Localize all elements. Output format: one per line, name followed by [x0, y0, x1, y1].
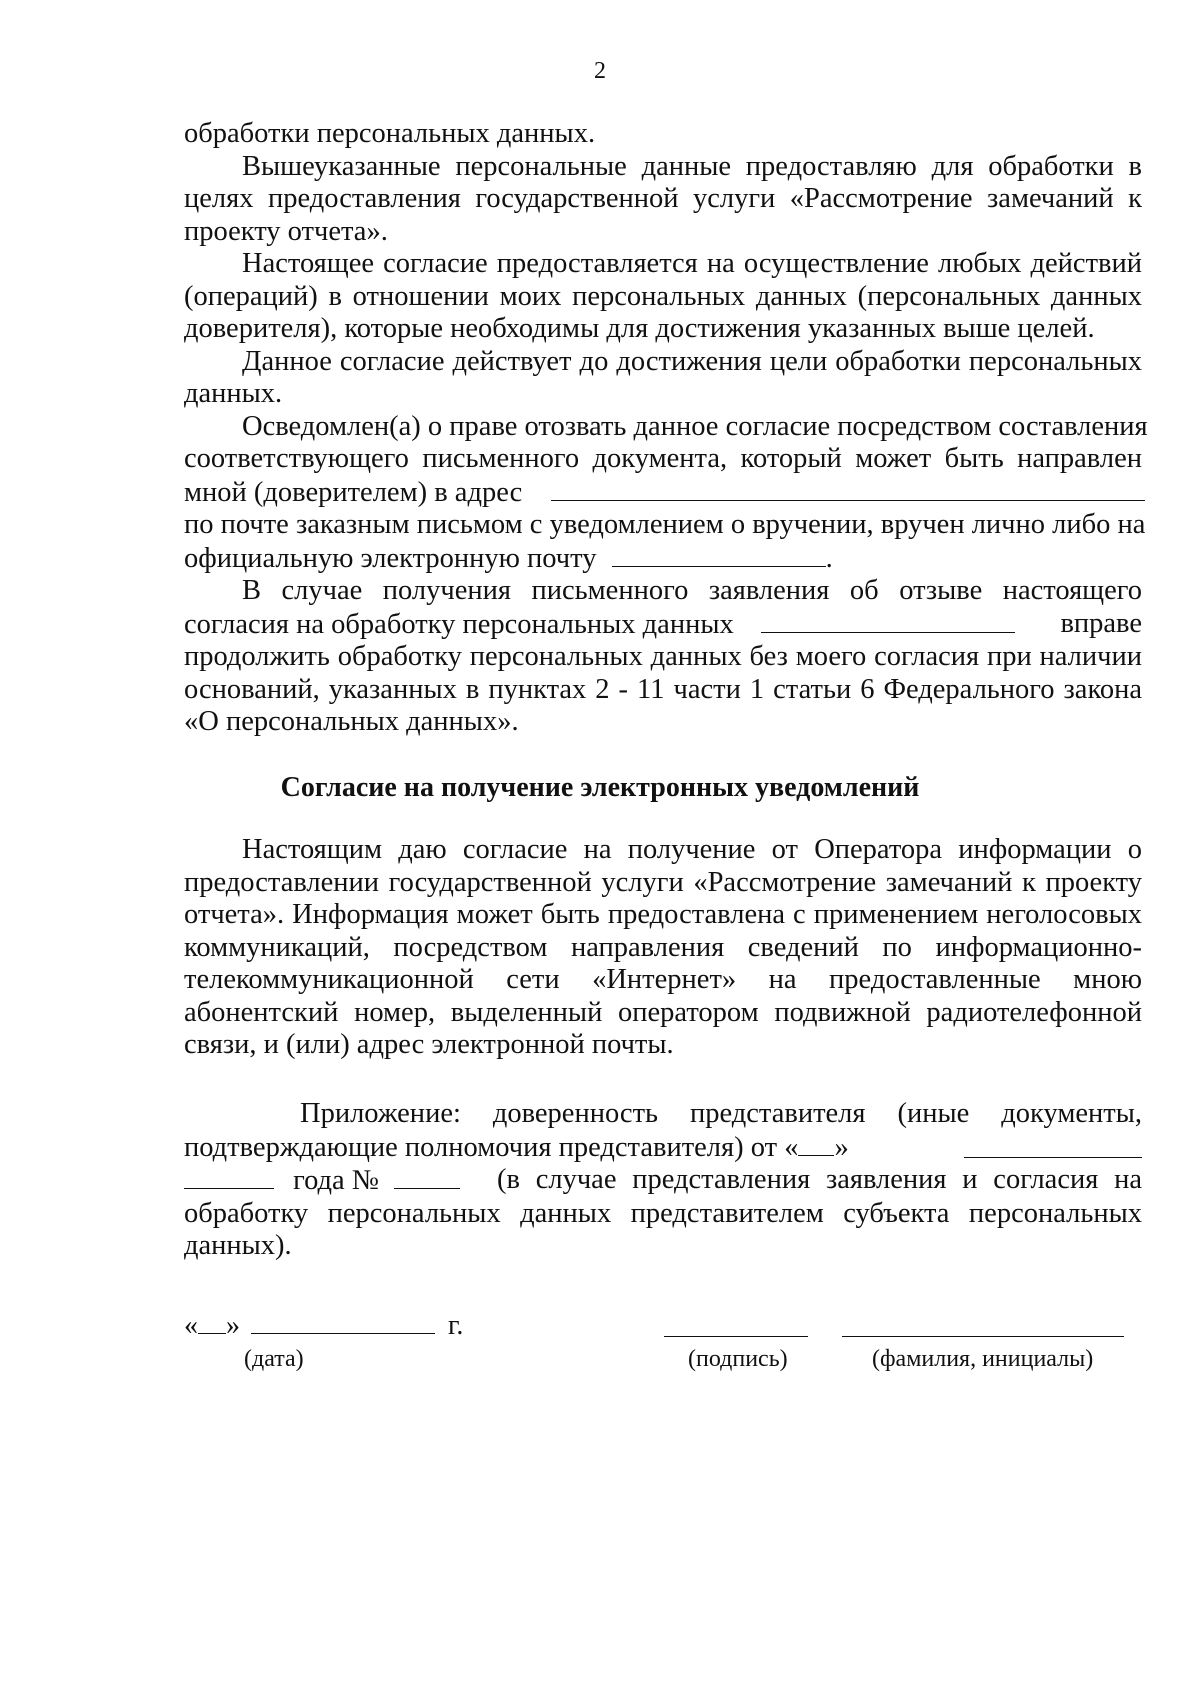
- text-line: по почте заказным письмом с уведомлением о вручении, вручен лично либо на: [184, 509, 1146, 540]
- paragraph-scope: [184, 248, 1142, 346]
- text-line: Приложение: доверенность представителя (иные документы,: [300, 1098, 1142, 1129]
- text-line: данных).: [184, 1230, 292, 1261]
- text-line: г.: [448, 1310, 464, 1341]
- paragraph-continuation: обработки персональных данных.: [184, 118, 596, 149]
- name-blank-field[interactable]: [842, 1336, 1124, 1337]
- text-line: целях предоставления государственной услуги «Рассмотрение замечаний к: [184, 183, 1142, 214]
- address-line: [184, 476, 1142, 510]
- signature-caption: (подпись): [688, 1346, 788, 1372]
- text-line: соответствующего письменного документа, который может быть направлен: [184, 443, 1142, 474]
- text-line: »: [834, 1131, 849, 1163]
- section-title: Согласие на получение электронных уведомлений: [280, 772, 920, 803]
- text-line: обработку персональных данных представителем субъекта персональных: [184, 1197, 1142, 1229]
- text-line: В случае получения письменного заявления об отзыве настоящего: [242, 575, 1142, 606]
- text-line: «: [184, 1310, 198, 1341]
- paragraph-withdrawal: [184, 575, 1142, 739]
- text-line: «О персональных данных».: [184, 706, 519, 737]
- year-blank-field[interactable]: [184, 1164, 274, 1189]
- text-line: данных.: [184, 378, 283, 409]
- text-line: согласия на обработку персональных данных: [184, 608, 734, 640]
- paragraph-revocation: [184, 410, 1148, 576]
- page-number: 2: [594, 58, 606, 84]
- consent-body: [184, 118, 1148, 739]
- notification-consent: [184, 834, 1142, 1062]
- text-line: коммуникаций, посредством направления сведений по информационно-: [184, 931, 1142, 963]
- text-line: предоставлении государственной услуги «Рассмотрение замечаний к проекту: [184, 866, 1142, 898]
- text-line: подтверждающие полномочия представителя) от «: [184, 1131, 799, 1163]
- paragraph-purpose: [184, 151, 1142, 249]
- text-line: оснований, указанных в пунктах 2 - 11 части 1 статьи 6 Федерального закона: [184, 673, 1142, 705]
- text-line: проекту отчета».: [184, 215, 388, 247]
- operator-line: [184, 608, 1142, 642]
- text-line: .: [825, 542, 833, 574]
- text-line: (операций) в отношении моих персональных данных (персональных данных: [184, 280, 1142, 312]
- address-blank-field[interactable]: [551, 476, 1145, 501]
- attachment-number-line: [184, 1164, 1142, 1198]
- paragraph-validity: [184, 346, 1142, 411]
- name-caption: (фамилия, инициалы): [872, 1346, 1094, 1372]
- date-day-blank-field[interactable]: [198, 1313, 226, 1334]
- attachment-block: [184, 1098, 1142, 1263]
- text-line: абонентский номер, выделенный оператором подвижной радиотелефонной: [184, 996, 1142, 1028]
- month-blank-field[interactable]: [964, 1133, 1142, 1158]
- date-month-blank-field[interactable]: [251, 1313, 435, 1334]
- text-line: Настоящее согласие предоставляется на осуществление любых действий: [242, 248, 1142, 279]
- attachment-date-line: [184, 1131, 1142, 1165]
- text-line: Настоящим даю согласие на получение от Оператора информации о: [242, 834, 1142, 865]
- text-line: продолжить обработку персональных данных без моего согласия при наличии: [184, 641, 1142, 672]
- text-line: (в случае представления заявления и согласия на: [497, 1164, 1142, 1195]
- text-line: Данное согласие действует до достижения цели обработки персональных: [242, 345, 1142, 377]
- text-line: отчета». Информация может быть предоставлена с применением неголосовых: [184, 899, 1142, 930]
- day-blank-field[interactable]: [798, 1131, 834, 1156]
- text-line: года №: [293, 1165, 380, 1196]
- text-line: вправе: [1060, 607, 1142, 639]
- text-line: Вышеуказанные персональные данные предоставляю для обработки в: [242, 150, 1142, 182]
- text-line: доверителя), которые необходимы для достижения указанных выше целей.: [184, 313, 1095, 344]
- text-line: телекоммуникационной сети «Интернет» на предоставленные мною: [184, 964, 1142, 995]
- date-field: [184, 1310, 463, 1342]
- text-line: Осведомлен(а) о праве отозвать данное согласие посредством составления: [242, 410, 1148, 442]
- email-blank-field[interactable]: [612, 542, 826, 567]
- text-line: »: [226, 1310, 240, 1341]
- number-blank-field[interactable]: [394, 1164, 460, 1189]
- date-caption: (дата): [244, 1346, 304, 1372]
- text-line: мной (доверителем) в адрес: [184, 476, 523, 508]
- email-line: [184, 542, 1142, 576]
- operator-blank-field[interactable]: [761, 608, 1015, 633]
- signature-blank-field[interactable]: [664, 1336, 808, 1337]
- text-line: официальную электронную почту: [184, 542, 597, 574]
- text-line: связи, и (или) адрес электронной почты.: [184, 1029, 674, 1060]
